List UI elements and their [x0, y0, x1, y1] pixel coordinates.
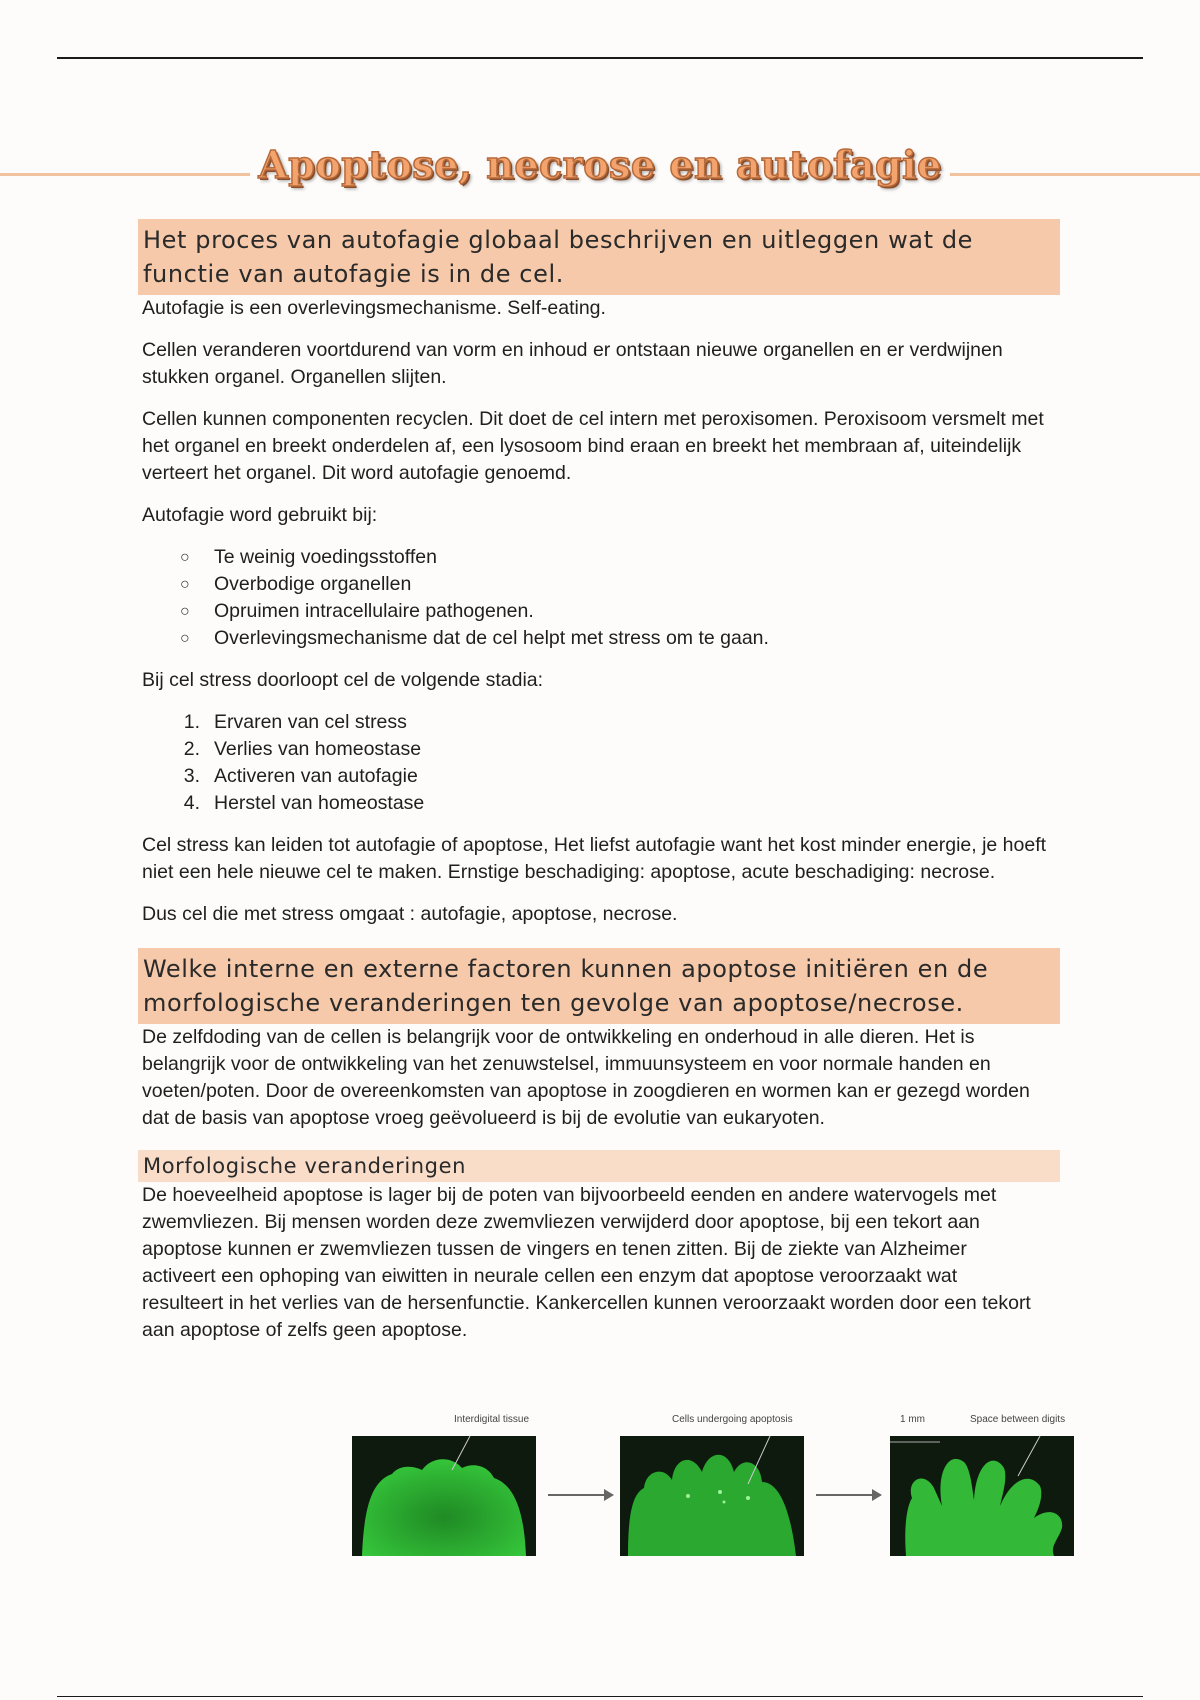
figure-label: Cells undergoing apoptosis	[672, 1414, 793, 1425]
list-item: 3. Activeren van autofagie	[183, 765, 418, 787]
paragraph: De zelfdoding van de cellen is belangrijk voor de ontwikkeling en onderhoud in alle dieren. Het is belangrijk voor de ontwikkeling van het zenuwstelsel, immuunsysteem en voor normale handen en voeten/poten. Door de overeenkomsten van apoptose in zoogdieren en wormen kan er gezegd worden dat de basis van apoptose vroeg geëvolueerd is bij de evolutie van eukaryoten.	[142, 1026, 1030, 1129]
list-item: 4. Herstel van homeostase	[183, 792, 425, 814]
top-rule	[57, 57, 1143, 59]
paragraph: Cellen veranderen voortdurend van vorm en inhoud er ontstaan nieuwe organellen en er verdwijnen stukken organel. Organellen slijten.	[142, 339, 1003, 388]
paragraph: Cel stress kan leiden tot autofagie of apoptose, Het liefst autofagie want het kost minder energie, je hoeft niet een hele nieuwe cel te maken. Ernstige beschadiging: apoptose, acute beschadiging: necrose.	[142, 834, 1047, 883]
paragraph: Autofagie is een overlevingsmechanisme. Self-eating.	[142, 297, 606, 319]
list-item: ○ Overbodige organellen	[140, 571, 1060, 598]
paragraph: Bij cel stress doorloopt cel de volgende stadia:	[142, 669, 544, 691]
list-item: ○ Overlevingsmechanisme dat de cel helpt met stress om te gaan.	[140, 625, 1060, 652]
figure-scale-label: 1 mm	[900, 1414, 925, 1425]
list-item: 2. Verlies van homeostase	[183, 738, 422, 760]
list-item: ○ Te weinig voedingsstoffen	[140, 544, 1060, 571]
bullet-icon: ○	[180, 630, 190, 647]
paragraph: Dus cel die met stress omgaat : autofagie, apoptose, necrose.	[142, 903, 678, 925]
document-body	[140, 219, 1060, 1359]
subsection-heading-morfologie: Morfologische veranderingen	[138, 1150, 1060, 1182]
paw-image-stage-1	[352, 1436, 536, 1556]
bullet-icon: ○	[180, 603, 190, 620]
arrow-icon	[548, 1494, 612, 1496]
page-title: Apoptose, necrose en autofagie	[0, 142, 1200, 187]
figure-label: Interdigital tissue	[454, 1414, 530, 1425]
paragraph: Cellen kunnen componenten recyclen. Dit doet de cel intern met peroxisomen. Peroxisoom versmelt met het organel en breekt onderdelen af, een lysosoom bind eraan en breekt het membraan af, uiteindelijk verteert het organel. Dit word autofagie genoemd.	[142, 408, 1044, 484]
arrow-icon	[816, 1494, 880, 1496]
apoptosis-figure	[352, 1414, 1072, 1559]
bottom-rule	[57, 1696, 1143, 1697]
paw-image-stage-2	[620, 1436, 804, 1556]
bullet-list	[140, 544, 1060, 652]
paragraph: De hoeveelheid apoptose is lager bij de poten van bijvoorbeeld eenden en andere watervogels met zwemvliezen. Bij mensen worden deze zwemvliezen verwijderd door apoptose, bij een tekort aan apoptose kunnen er zwemvliezen tussen de vingers en tenen zitten. Bij de ziekte van Alzheimer activeert een ophoping van eiwitten in neurale cellen een enzym dat apoptose veroorzaakt wat resulteert in het verlies van de hersenfunctie. Kankercellen kunnen veroorzaakt worden door een tekort aan apoptose of zelfs geen apoptose.	[142, 1184, 1031, 1341]
bullet-icon: ○	[180, 576, 190, 593]
list-item: ○ Opruimen intracellulaire pathogenen.	[140, 598, 1060, 625]
paragraph: Autofagie word gebruikt bij:	[142, 504, 378, 526]
section-heading-autofagie: Het proces van autofagie globaal beschrijven en uitleggen wat de functie van autofagie is in de cel.	[138, 219, 1060, 295]
figure-label: Space between digits	[970, 1414, 1066, 1425]
bullet-icon: ○	[180, 549, 190, 566]
section-heading-apoptose: Welke interne en externe factoren kunnen apoptose initiëren en de morfologische veranderingen ten gevolge van apoptose/necrose.	[138, 948, 1060, 1024]
numbered-list	[140, 709, 1060, 817]
paw-image-stage-3	[890, 1436, 1074, 1556]
list-item: 1. Ervaren van cel stress	[183, 711, 407, 733]
